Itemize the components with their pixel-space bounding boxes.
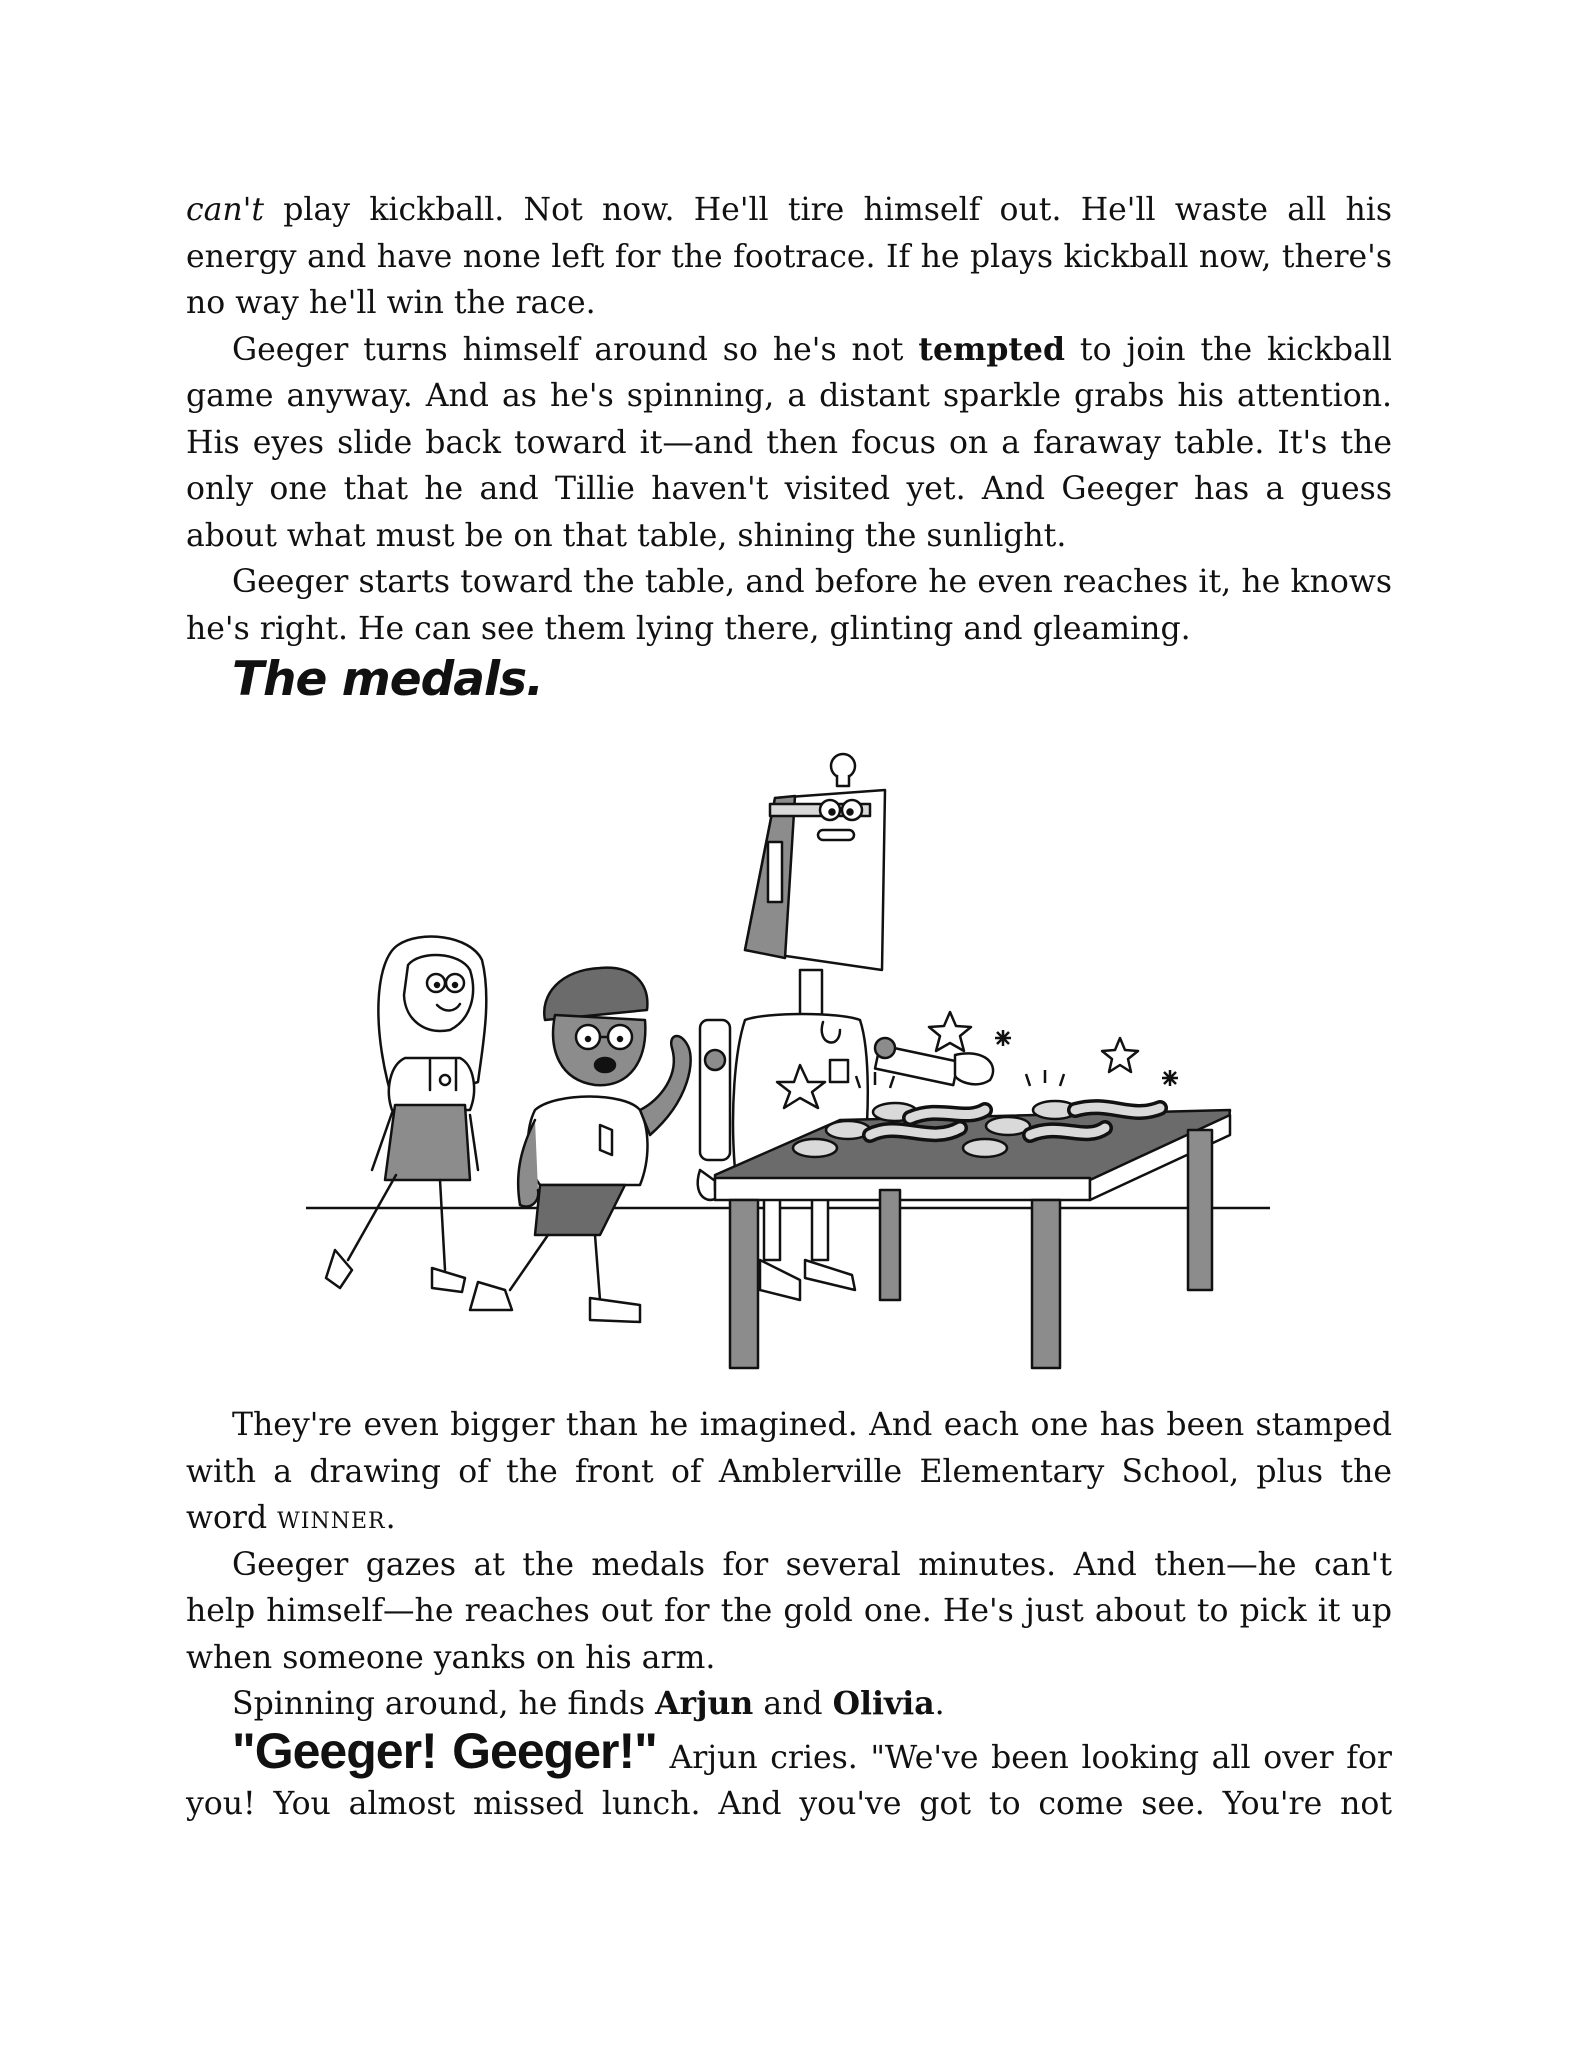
bottom-text-block: [186, 1402, 1392, 1828]
paragraph-4: They're even bigger than he imagined. And each one has been stamped with a drawing of the front of Amblerville Elementary School, plus the word winner.: [186, 1407, 1392, 1536]
girl-character: [326, 937, 486, 1292]
section-heading: The medals.: [232, 652, 543, 707]
bold-word-tempted: tempted: [918, 330, 1065, 368]
italic-word: can't: [186, 192, 265, 228]
top-text-block: [186, 187, 1392, 652]
paragraph-7: "Geeger! Geeger!" Arjun cries. "We've been looking all over for you! You almost missed lunch. And you've got to come see. You're not: [186, 1722, 1392, 1822]
medals-illustration: [0, 730, 1582, 1370]
shout-text: "Geeger! Geeger!": [232, 1722, 657, 1779]
paragraph-3: Geeger starts toward the table, and before he even reaches it, he knows he's right. He can see them lying there, glinting and gleaming.: [186, 564, 1392, 647]
paragraph-5: Geeger gazes at the medals for several minutes. And then—he can't help himself—he reaches out for the gold one. He's just about to pick it up when someone yanks on his arm.: [186, 1546, 1392, 1676]
medal-table: [715, 1101, 1230, 1368]
boy-character: [470, 968, 691, 1322]
name-arjun: Arjun: [655, 1685, 754, 1722]
paragraph-1: can't play kickball. Not now. He'll tire himself out. He'll waste all his energy and have none left for the footrace. If he plays kickball now, there's no way he'll win the race.: [186, 192, 1392, 321]
paragraph-6: Spinning around, he finds Arjun and Olivia.: [232, 1685, 945, 1722]
name-olivia: Olivia: [832, 1685, 935, 1722]
winner-word: winner: [277, 1500, 386, 1536]
paragraph-2: Geeger turns himself around so he's not tempted to join the kickball game anyway. And as he's spinning, a distant sparkle grabs his attention. His eyes slide back toward it—and then focus on a faraway table. It's the only one that he and Tillie haven't visited yet. And Geeger has a guess about what must be on that table, shining the sunlight.: [186, 330, 1393, 554]
